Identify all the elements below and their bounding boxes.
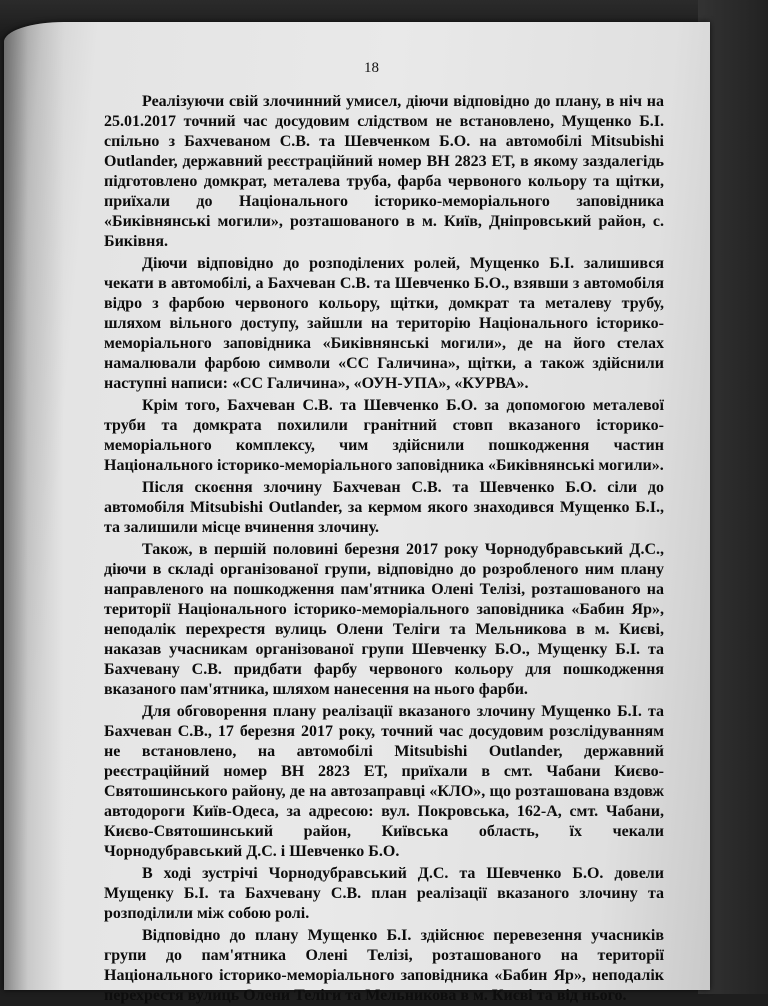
page-number: 18 xyxy=(364,60,379,76)
paragraph-8: Відповідно до плану Мущенко Б.І. здійснює перевезення учасників групи до пам'ятника Олені Телізі, розташованого на території Національного історико-меморіального заповідника «Бабин Яр», неподалік перехрестя вулиць Олени Теліги та Мельникова в м. Києві та від нього. xyxy=(104,927,664,1004)
paragraph-4: Після скоєння злочину Бахчеван С.В. та Шевченко Б.О. сіли до автомобіля Mitsubishi Outlander, за кермом якого знаходився Мущенко Б.І., та залишили місце вчинення злочину. xyxy=(104,479,664,536)
paragraph-2: Діючи відповідно до розподілених ролей, Мущенко Б.І. залишився чекати в автомобілі, а Бахчеван С.В. та Шевченко Б.О., взявши з автомобіля відро з фарбою червоного кольору, щітки, домкрат та металеву трубу, шляхом вільного доступу, зайшли на територію Національного історико-меморіального заповідника «Биківнянські могили», де на його стелах намалювали фарбою символи «СС Галичина», щітки, а також здійснили наступні написи: «СС Галичина», «ОУН-УПА», «КУРВА». xyxy=(104,255,664,392)
paragraph-1: Реалізуючи свій злочинний умисел, діючи відповідно до плану, в ніч на 25.01.2017 точний час досудовим слідством не встановлено, Мущенко Б.І. спільно з Бахчеваном С.В. та Шевченком Б.О. на автомобілі Mitsubishi Outlander, державний реєстраційний номер ВН 2823 ЕТ, в якому заздалегідь підготовлено домкрат, металева труба, фарба червоного кольору та щітки, приїхали до Національного історико-меморіального заповідника «Биківнянські могили», розташованого в м. Київ, Дніпровський район, с. Биківня. xyxy=(104,93,664,250)
paragraph-6: Для обговорення плану реалізації вказаного злочину Мущенко Б.І. та Бахчеван С.В., 17 березня 2017 року, точний час досудовим розслідуванням не встановлено, на автомобілі Mitsubishi Outlander, державний реєстраційний номер ВН 2823 ЕТ, приїхали в смт. Чабани Києво-Святошинського району, де на автозаправці «КЛО», що розташована вздовж автодороги Київ-Одеса, за адресою: вул. Покровська, 162-А, смт. Чабани, Києво-Святошинський район, Київська область, їх чекали Чорнодубравський Д.С. і Шевченко Б.О. xyxy=(104,703,664,860)
document-body xyxy=(104,92,664,1006)
paragraph-3: Крім того, Бахчеван С.В. та Шевченко Б.О. за допомогою металевої труби та домкрата похилили гранітний стовп вказаного історико-меморіального комплексу, чим здійснили пошкодження частин Національного історико-меморіального заповідника «Биківнянські могили». xyxy=(104,397,664,474)
paragraph-7: В ході зустрічі Чорнодубравський Д.С. та Шевченко Б.О. довели Мущенку Б.І. та Бахчевану С.В. план реалізації вказаного злочину та розподілили між собою ролі. xyxy=(104,865,664,922)
page-spine-shadow xyxy=(4,22,64,990)
paragraph-5: Також, в першій половині березня 2017 року Чорнодубравський Д.С., діючи в складі організованої групи, відповідно до розробленого ним плану направленого на пошкодження пам'ятника Олені Телізі, розташованого на території Національного історико-меморіального заповідника «Бабин Яр», неподалік перехрестя вулиць Олени Теліги та Мельникова в м. Києві, наказав учасникам організованої групи Шевченку Б.О., Мущенку Б.І. та Бахчевану С.В. придбати фарбу червоного кольору для пошкодження вказаного пам'ятника, шляхом нанесення на нього фарби. xyxy=(104,541,664,698)
